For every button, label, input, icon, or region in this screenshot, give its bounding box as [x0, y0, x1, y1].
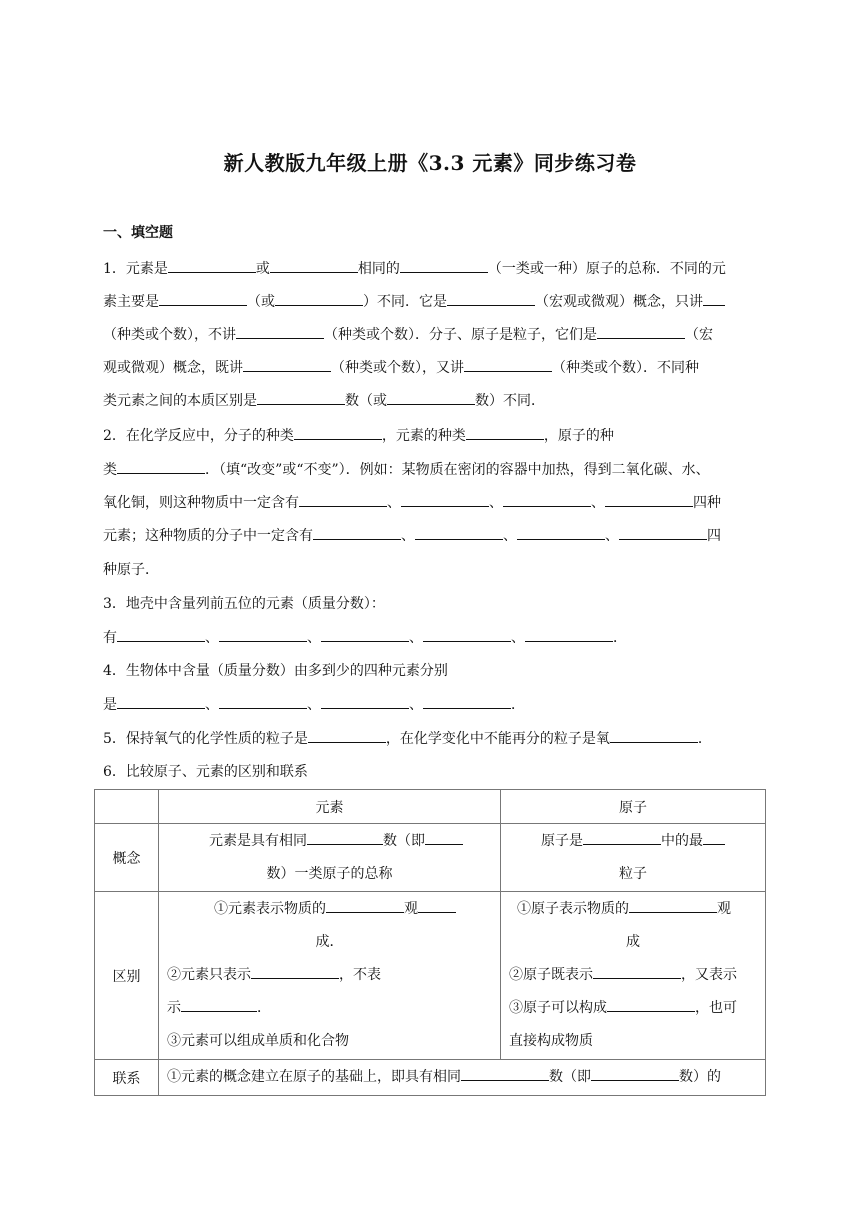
- q1-line-3: （种类或个数），不讲 （种类或个数）．分子、原子是粒子，它们是 （宏: [103, 324, 713, 345]
- answer-blank[interactable]: [219, 627, 307, 642]
- header-atom: 原子: [501, 790, 766, 824]
- answer-blank[interactable]: [418, 898, 456, 913]
- row-label-difference: 区别: [95, 892, 159, 1060]
- answer-blank[interactable]: [425, 830, 463, 845]
- answer-blank[interactable]: [464, 357, 552, 372]
- q1-line-4: 观或微观）概念，既讲 （种类或个数），又讲 （种类或个数）．不同种: [103, 357, 699, 378]
- concept-element-cell: 元素是具有相同 数（即 数）一类原子的总称: [159, 824, 501, 892]
- table-header-row: [95, 790, 766, 824]
- q2-line-5: 种原子．: [103, 562, 159, 578]
- answer-blank[interactable]: [308, 728, 386, 743]
- table-corner-cell: [95, 790, 159, 824]
- answer-blank[interactable]: [117, 459, 205, 474]
- q4-line-2: 是 、 、 、 ．: [103, 694, 525, 715]
- answer-blank[interactable]: [168, 258, 256, 273]
- answer-blank[interactable]: [257, 390, 345, 405]
- answer-blank[interactable]: [583, 830, 661, 845]
- table-row-concept: [95, 824, 766, 892]
- comparison-table: [94, 789, 766, 1096]
- answer-blank[interactable]: [517, 525, 605, 540]
- difference-atom-cell: ①原子表示物质的 观 成 ②原子既表示 ，又表示 ③原子可以构成 ，也可 直接构成物质: [501, 892, 766, 1060]
- answer-blank[interactable]: [181, 997, 257, 1012]
- q2-line-4: 元素；这种物质的分子中一定含有 、 、 、 四: [103, 525, 721, 546]
- answer-blank[interactable]: [219, 694, 307, 709]
- answer-blank[interactable]: [703, 291, 725, 306]
- q3-line-1: 3．地壳中含量列前五位的元素（质量分数）：: [103, 596, 385, 612]
- q2-line-2: 类 ．（填“改变”或“不变”）．例如：某物质在密闭的容器中加热，得到二氧化碳、水、: [103, 459, 710, 480]
- answer-blank[interactable]: [525, 627, 613, 642]
- q2-line-3: 氧化铜，则这种物质中一定含有 、 、 、 四种: [103, 492, 721, 513]
- answer-blank[interactable]: [117, 627, 205, 642]
- answer-blank[interactable]: [326, 898, 404, 913]
- q1-line-5: 类元素之间的本质区别是 数（或 数）不同．: [103, 390, 545, 411]
- answer-blank[interactable]: [503, 492, 591, 507]
- page-title: 新人教版九年级上册《3.3 元素》同步练习卷: [223, 151, 637, 175]
- concept-atom-cell: 原子是 中的最 粒子: [501, 824, 766, 892]
- answer-blank[interactable]: [243, 357, 331, 372]
- table-row-difference: [95, 892, 766, 1060]
- table-row-link: [95, 1060, 766, 1096]
- q6-line: 6．比较原子、元素的区别和联系: [103, 764, 308, 780]
- answer-blank[interactable]: [307, 830, 383, 845]
- q1-line-2: 素主要是 （或 ）不同．它是 （宏观或微观）概念，只讲: [103, 291, 725, 312]
- answer-blank[interactable]: [629, 898, 717, 913]
- answer-blank[interactable]: [423, 694, 511, 709]
- answer-blank[interactable]: [593, 964, 681, 979]
- q1-line-1: 1．元素是 或 相同的 （一类或一种）原子的总称．不同的元: [103, 258, 726, 279]
- section-heading: 一、填空题: [103, 225, 173, 241]
- answer-blank[interactable]: [703, 830, 725, 845]
- answer-blank[interactable]: [321, 694, 409, 709]
- answer-blank[interactable]: [401, 492, 489, 507]
- answer-blank[interactable]: [251, 964, 339, 979]
- answer-blank[interactable]: [619, 525, 707, 540]
- answer-blank[interactable]: [605, 492, 693, 507]
- answer-blank[interactable]: [461, 1066, 549, 1081]
- q4-line-1: 4．生物体中含量（质量分数）由多到少的四种元素分别: [103, 663, 448, 679]
- difference-element-cell: ①元素表示物质的 观 成． ②元素只表示 ，不表 示 ． ③元素可以组成单质和化合物: [159, 892, 501, 1060]
- answer-blank[interactable]: [400, 258, 488, 273]
- answer-blank[interactable]: [275, 291, 363, 306]
- answer-blank[interactable]: [447, 291, 535, 306]
- answer-blank[interactable]: [159, 291, 247, 306]
- answer-blank[interactable]: [270, 258, 358, 273]
- answer-blank[interactable]: [607, 997, 695, 1012]
- answer-blank[interactable]: [591, 1066, 679, 1081]
- q3-line-2: 有 、 、 、 、 ．: [103, 627, 627, 648]
- row-label-link: 联系: [95, 1060, 159, 1096]
- answer-blank[interactable]: [321, 627, 409, 642]
- answer-blank[interactable]: [597, 324, 685, 339]
- answer-blank[interactable]: [117, 694, 205, 709]
- answer-blank[interactable]: [236, 324, 324, 339]
- row-label-concept: 概念: [95, 824, 159, 892]
- link-cell: ①元素的概念建立在原子的基础上，即具有相同 数（即 数）的: [159, 1060, 766, 1096]
- answer-blank[interactable]: [466, 425, 544, 440]
- answer-blank[interactable]: [423, 627, 511, 642]
- answer-blank[interactable]: [294, 425, 382, 440]
- answer-blank[interactable]: [313, 525, 401, 540]
- header-element: 元素: [159, 790, 501, 824]
- answer-blank[interactable]: [610, 728, 698, 743]
- answer-blank[interactable]: [415, 525, 503, 540]
- q2-line-1: 2．在化学反应中，分子的种类 ，元素的种类 ，原子的种: [103, 425, 614, 446]
- answer-blank[interactable]: [299, 492, 387, 507]
- q5-line: 5．保持氧气的化学性质的粒子是 ，在化学变化中不能再分的粒子是氧 ．: [103, 728, 712, 749]
- answer-blank[interactable]: [387, 390, 475, 405]
